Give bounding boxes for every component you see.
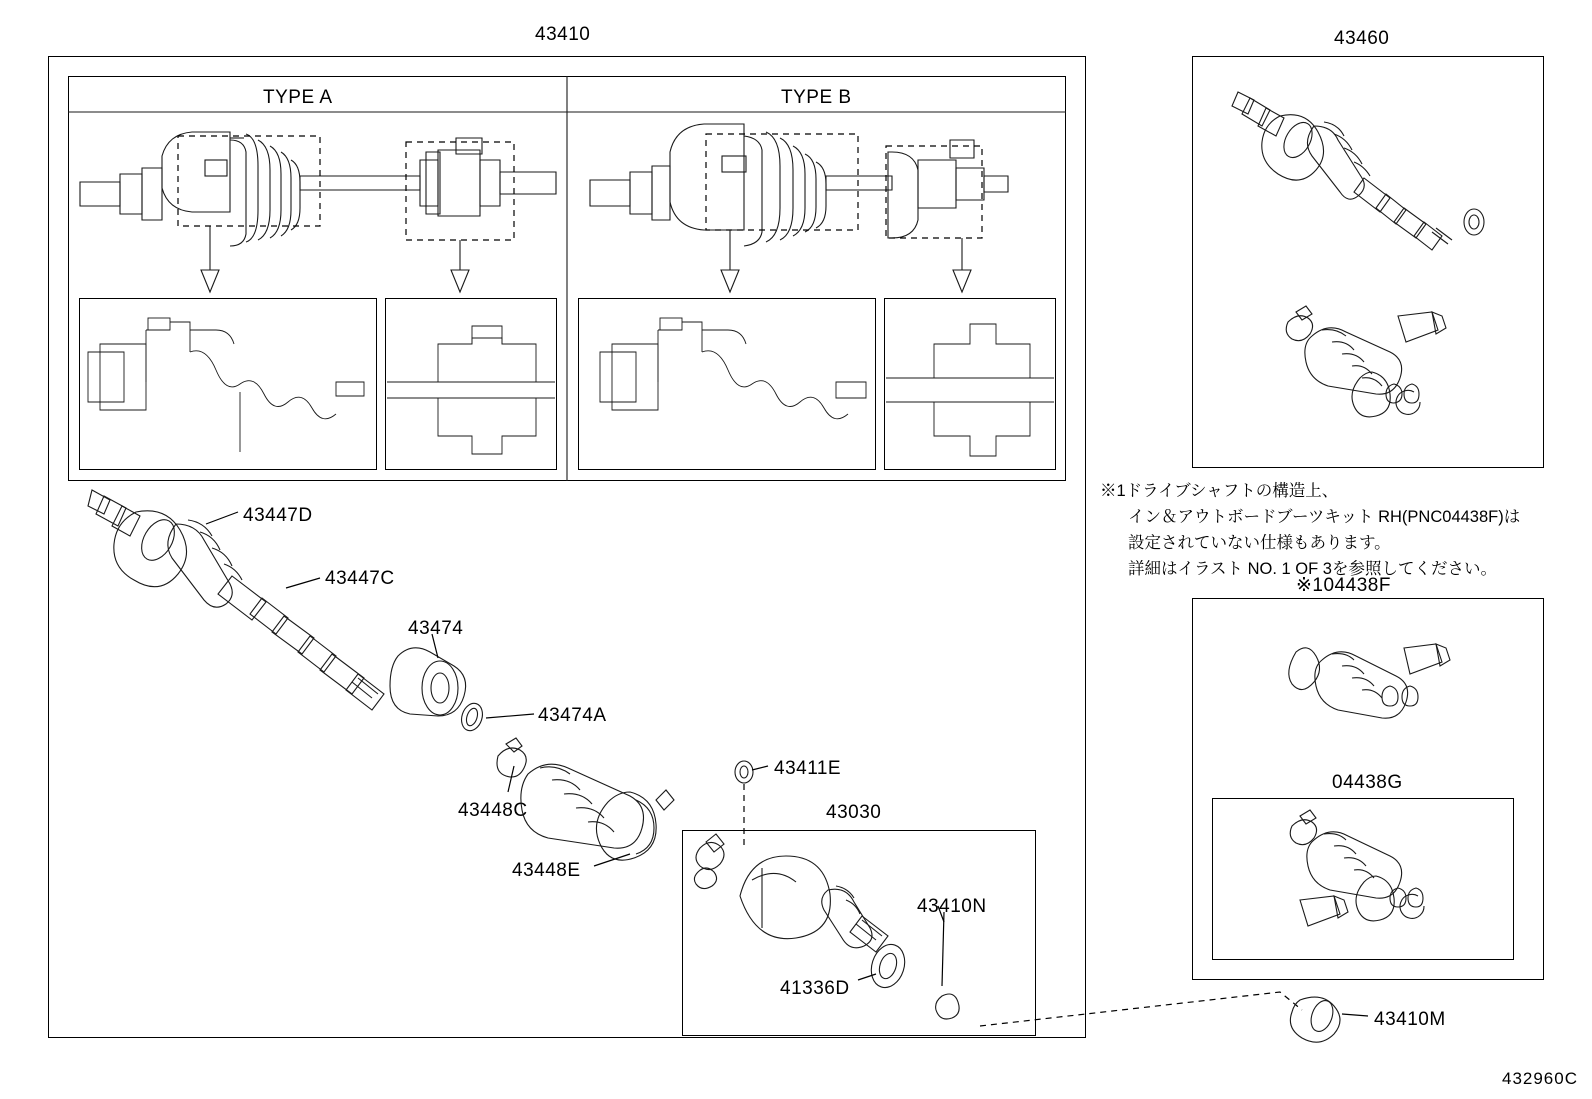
type-a-label: TYPE A (263, 87, 333, 108)
type-a-detail-boot (79, 298, 377, 470)
callout-43447c: 43447C (325, 568, 395, 589)
callout-43411e: 43411E (774, 758, 842, 779)
right-top-group-label: 43460 (1334, 28, 1390, 49)
type-b-label: TYPE B (781, 87, 852, 108)
callout-41336d: 41336D (780, 978, 850, 999)
callout-43474: 43474 (408, 618, 464, 639)
kit-label: 04438G (1332, 772, 1403, 793)
inner-group-box (682, 830, 1036, 1036)
right-top-group-box (1192, 56, 1544, 468)
inner-group-label: 43030 (826, 802, 882, 823)
type-b-detail-boot (578, 298, 876, 470)
note-line-3: 設定されていない仕様もあります。 (1128, 534, 1391, 552)
main-group-label: 43410 (535, 24, 591, 45)
kit-inner-box (1212, 798, 1514, 960)
figure-code: 432960C (1501, 1069, 1578, 1088)
type-a-detail-joint (385, 298, 557, 470)
note-marker-label: ※104438F (1296, 575, 1391, 596)
callout-43448c: 43448C (458, 800, 528, 821)
callout-43410n: 43410N (917, 896, 987, 917)
note-line-1: ※1ドライブシャフトの構造上、 (1100, 482, 1339, 500)
note-line-4: 詳細はイラスト NO. 1 OF 3を参照してください。 (1128, 560, 1497, 578)
callout-43448e: 43448E (512, 860, 581, 881)
callout-43447d: 43447D (243, 505, 313, 526)
callout-43410m: 43410M (1374, 1009, 1446, 1030)
note-line-2: イン＆アウトボードブーツキット RH(PNC04438F)は (1128, 508, 1521, 526)
type-b-detail-joint (884, 298, 1056, 470)
callout-43474a: 43474A (538, 705, 607, 726)
